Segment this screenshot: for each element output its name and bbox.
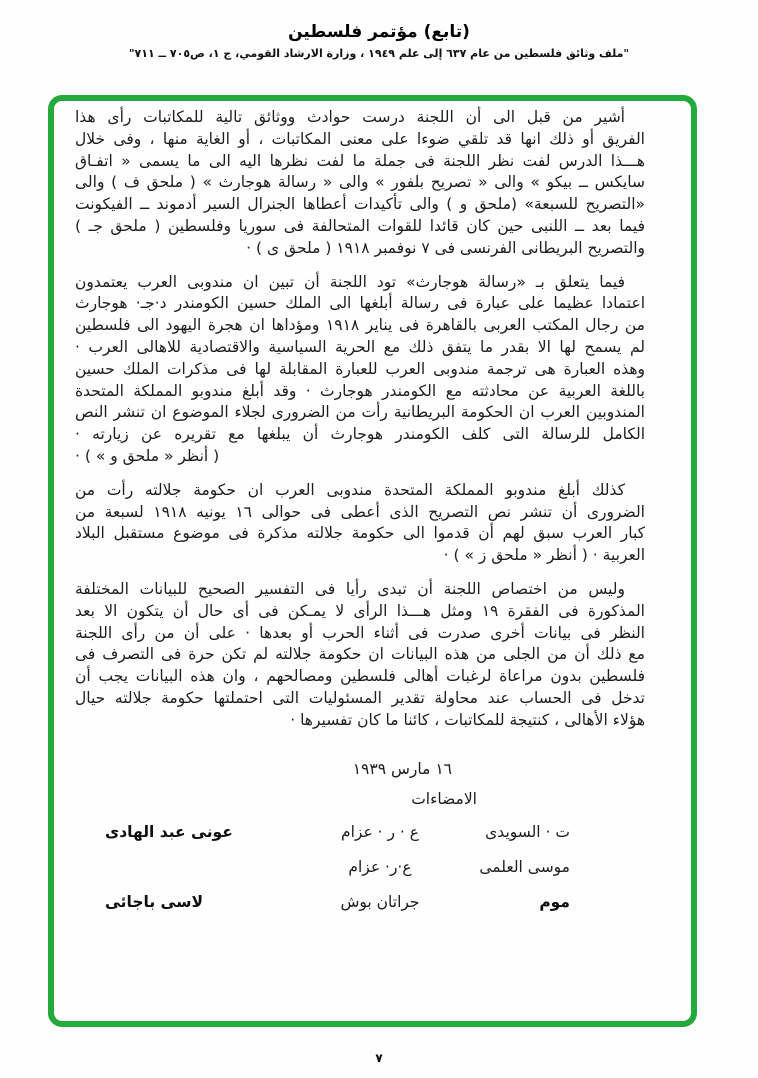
body-line: فيما بعد ــ اللنبى حين كان قائدا للقوات المتحالفة فى سوريا وفلسطين ( ملحق جـ ) <box>75 216 645 235</box>
signature-row <box>75 885 645 920</box>
body-line: باللغة العربية عن محادثته مع الكومندر هوجارث · وقد أبلغ مندوبو المملكة المتحدة <box>75 381 645 400</box>
document-body <box>54 101 691 1021</box>
body-line: الفريق أو ذلك انها قد تلقي ضوءا على معنى المكاتبات ، أو الغاية منها ، وفى خلال <box>75 129 645 148</box>
body-line: تدخل فى الحساب عند محاولة تقدير المسئوليات التى احتملتها حكومة جلالته حيال <box>75 688 645 707</box>
body-line: من رجال المكتب العربى بالقاهرة فى يناير ١٩١٨ ومؤداها ان هجرة اليهود الى فلسطين <box>75 316 645 335</box>
body-line: النظر فى بيانات أخرى صدرت فى أثناء الحرب أو بعدها · على أن من رأى اللجنة <box>75 623 645 642</box>
body-line: «التصريح للسبعة» (ملحق و ) والى تأكيدات أعطاها الجنرال السير أدموند ــ الفيكونت <box>75 195 645 214</box>
body-line: والتصريح البريطانى الفرنسى فى ٧ نوفمبر ١٩١٨ ( ملحق ى ) · <box>246 238 645 257</box>
body-line: هـــذا الدرس لفت نظر اللجنة فى جملة ما لفت نظرها اليه الى ما يسمى « اتفـاق <box>75 151 645 170</box>
date-line: ١٦ مارس ١٩٣٩ <box>352 759 452 778</box>
paragraph-3 <box>75 480 645 567</box>
signature-name: جراتان بوش <box>340 893 420 912</box>
body-line: فيما يتعلق بـ «رسالة هوجارث» تود اللجنة أن تبين ان مندوبى العرب يعتمدون <box>75 272 625 291</box>
body-line: المذكورة فى الفقرة ١٩ ومثل هـــذا الرأى لا يمـكن فى أى حال أن يتكون الا بعد <box>75 601 645 620</box>
signature-row <box>75 850 645 885</box>
body-line: مع ذلك أن من الجلى من هذه البيانات ان حكومة جلالته لم تكن حرة فى التصرف فى <box>75 645 645 664</box>
signature-name: لاسى باجائى <box>105 893 203 912</box>
body-line: ( أنظر « ملحق و » ) · <box>75 446 220 465</box>
body-line: أشير من قبل الى أن اللجنة درست حوادث ووثائق تالية للمكاتبات رأى هذا <box>75 108 625 126</box>
signature-name: موم <box>539 893 570 912</box>
signature-name: ع · ر · عزام <box>341 823 419 842</box>
body-line: اعتمادا عظيما على عبارة فى رسالة أبلغها الى الملك حسين الكومندر د·جـ· هوجارث <box>75 294 645 313</box>
body-line: كذلك أبلغ مندوبو المملكة المتحدة مندوبى العرب ان حكومة جلالته رأت من <box>75 480 625 499</box>
source-citation: "ملف وثائق فلسطين من عام ٦٣٧ إلى علم ١٩٤٩ ، وزارة الارشاد القومي، ج ١، ص٧٠٥ ــ ٧١١" <box>128 47 630 60</box>
body-line: وليس من اختصاص اللجنة أن تبدى رأيا فى التفسير الصحيح للبيانات المختلفة <box>75 579 625 598</box>
body-line: كبار العرب سبق لهم أن قدموا الى حكومة جلالته مذكرة فى موضوع مستقبل البلاد <box>75 524 645 543</box>
body-line: سايكس ــ بيكو » والى « تصريح بلفور » والى « رسالة هوجارث » ( ملحق ف ) والى <box>75 173 645 192</box>
signature-name: عونى عبد الهادى <box>105 823 233 842</box>
body-line: الكامل للرسالة التى كلف الكومندر هوجارث أن يبلغها مع تقريره عن زيارته · <box>75 425 645 444</box>
body-line: الضرورى أن تنشر نص التصريح الذى أعطى فى حوالى ١٦ يونيه ١٩١٨ لسبعة من <box>75 502 645 521</box>
signatures-heading: الامضاءات <box>411 789 477 808</box>
paragraph-4 <box>75 579 645 732</box>
paragraph-1 <box>75 107 645 260</box>
body-line: وهذه العبارة هى ترجمة مندوبى العرب للعبارة المقابلة لها فى مذكرات الملك حسين <box>75 359 645 378</box>
body-line: هؤلاء الأهالى ، كنتيجة للمكاتبات ، كائنا ما كان تفسيرها · <box>290 710 645 729</box>
page-number: ٧ <box>375 1051 383 1065</box>
body-line: فلسطين بدون مراعاة لرغبات أهالى فلسطين ومصالحهم ، وان هذه البيانات يجب أن <box>75 667 645 686</box>
signature-name: موسى العلمى <box>479 858 570 877</box>
page-title: (تابع) مؤتمر فلسطين <box>288 22 470 42</box>
body-line: لم يسمح لها الا بقدر ما يتفق ذلك مع الحرية السياسية والاقتصادية للاهالى العرب · <box>75 337 645 356</box>
signature-name: ع·ر· عزام <box>348 858 412 877</box>
signature-row <box>75 815 645 850</box>
body-line: المندوبين العرب ان الحكومة البريطانية رأت من الضرورى لجلاء الموضوع ان تنشر النص <box>75 403 645 422</box>
paragraph-2 <box>75 272 645 468</box>
signature-name: ت · السويدى <box>485 823 570 842</box>
body-line: العربية · ( أنظر « ملحق ز » ) · <box>443 546 645 565</box>
document-frame <box>48 95 697 1027</box>
signatures-table <box>75 815 645 920</box>
